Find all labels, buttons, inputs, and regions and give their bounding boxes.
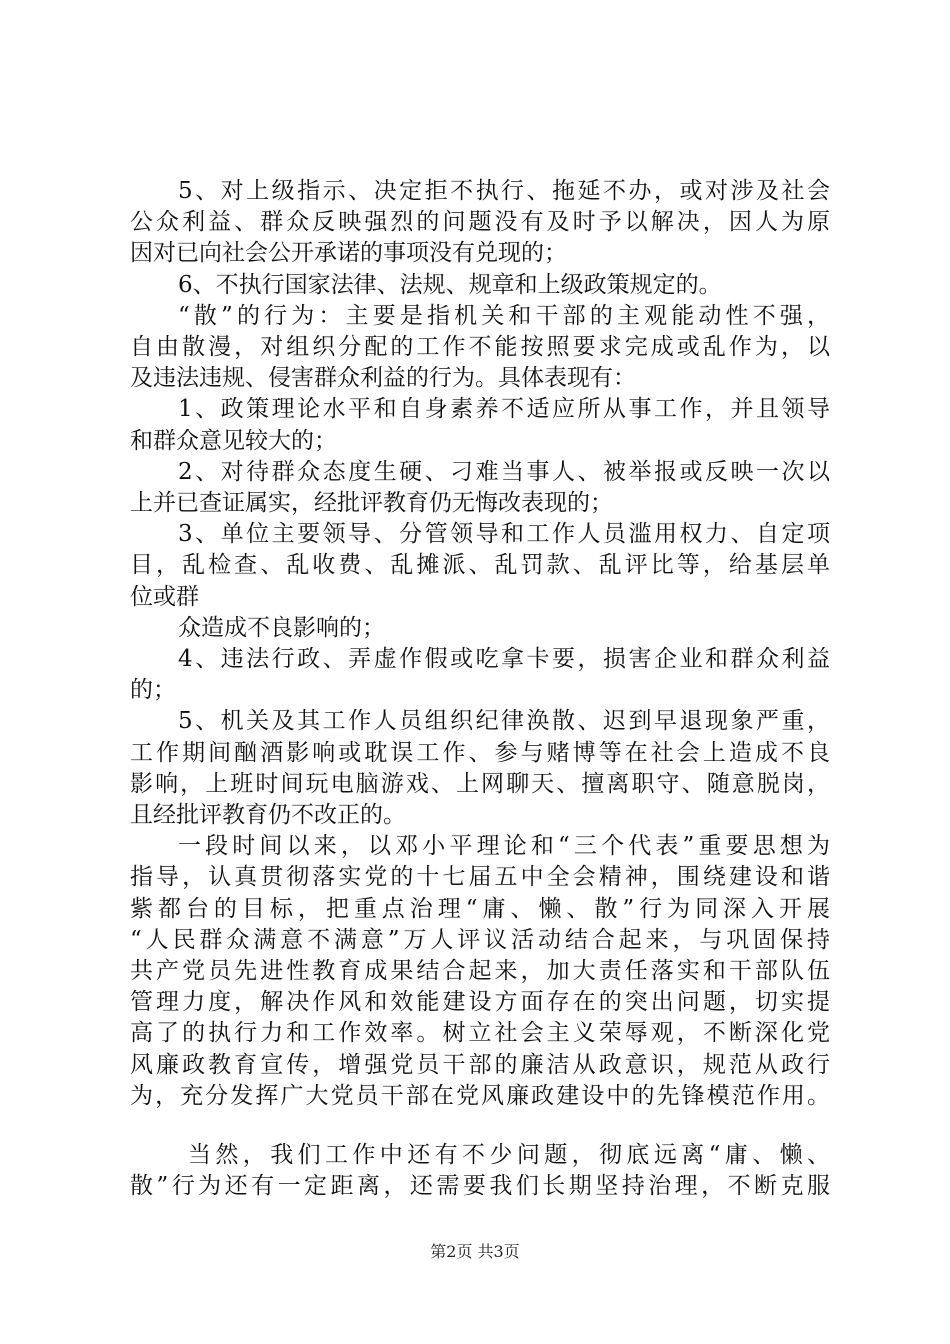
- text-line: 管理力度，解决作风和效能建设方面存在的突出问题，切实提: [130, 989, 830, 1015]
- text-line: 公众利益、群众反映强烈的问题没有及时予以解决，因人为原: [130, 209, 830, 235]
- text-line: 且经批评教育仍不改正的。: [130, 802, 406, 828]
- text-line: 4、违法行政、弄虚作假或吃拿卡要，损害企业和群众利益: [178, 646, 830, 672]
- text-line: 位或群: [130, 584, 199, 610]
- text-line: 自由散漫，对组织分配的工作不能按照要求完成或乱作为，以: [130, 334, 830, 360]
- text-line: 一段时间以来，以邓小平理论和“三个代表”重要思想为: [178, 833, 830, 859]
- text-line: 因对已向社会公开承诺的事项没有兑现的；: [130, 240, 567, 266]
- text-line: 2、对待群众态度生硬、刁难当事人、被举报或反映一次以: [178, 459, 830, 485]
- text-line: 为，充分发挥广大党员干部在党风廉政建设中的先锋模范作用。: [130, 1083, 830, 1109]
- text-line: 和群众意见较大的；: [130, 428, 337, 454]
- text-line: 及违法违规、侵害群众利益的行为。具体表现有：: [130, 365, 636, 391]
- text-line: “人民群众满意不满意”万人评议活动结合起来，与巩固保持: [130, 927, 830, 953]
- text-line: 众造成不良影响的；: [178, 615, 385, 641]
- text-line: 上并已查证属实，经批评教育仍无悔改表现的；: [130, 490, 613, 516]
- text-line: 指导，认真贯彻落实党的十七届五中全会精神，围绕建设和谐: [130, 864, 830, 890]
- text-line: 风廉政教育宣传，增强党员干部的廉洁从政意识，规范从政行: [130, 1052, 830, 1078]
- text-line: 散”行为还有一定距离，还需要我们长期坚持治理，不断克服: [130, 1173, 830, 1199]
- text-line: 目，乱检查、乱收费、乱摊派、乱罚款、乱评比等，给基层单: [130, 552, 830, 578]
- text-line: 3、单位主要领导、分管领导和工作人员滥用权力、自定项: [178, 521, 830, 547]
- text-line: 1、政策理论水平和自身素养不适应所从事工作，并且领导: [178, 396, 830, 422]
- text-line: 5、对上级指示、决定拒不执行、拖延不办，或对涉及社会: [178, 178, 830, 204]
- text-line: 的；: [130, 677, 176, 703]
- text-line: 5、机关及其工作人员组织纪律涣散、迟到早退现象严重，: [178, 708, 830, 734]
- page-footer: 第2页 共3页: [430, 1242, 520, 1261]
- text-line: 影响，上班时间玩电脑游戏、上网聊天、擅离职守、随意脱岗，: [130, 771, 830, 797]
- text-line: 共产党员先进性教育成果结合起来，加大责任落实和干部队伍: [130, 958, 830, 984]
- text-line: 高了的执行力和工作效率。树立社会主义荣辱观，不断深化党: [130, 1020, 830, 1046]
- text-line: “散”的行为：主要是指机关和干部的主观能动性不强，: [178, 303, 830, 329]
- text-line: 工作期间酗酒影响或耽误工作、参与赌博等在社会上造成不良: [130, 740, 830, 766]
- text-line: 当然，我们工作中还有不少问题，彻底远离“庸、懒、: [188, 1142, 830, 1168]
- text-line: 6、不执行国家法律、法规、规章和上级政策规定的。: [178, 272, 722, 298]
- text-line: 紫都台的目标，把重点治理“庸、懒、散”行为同深入开展: [130, 896, 830, 922]
